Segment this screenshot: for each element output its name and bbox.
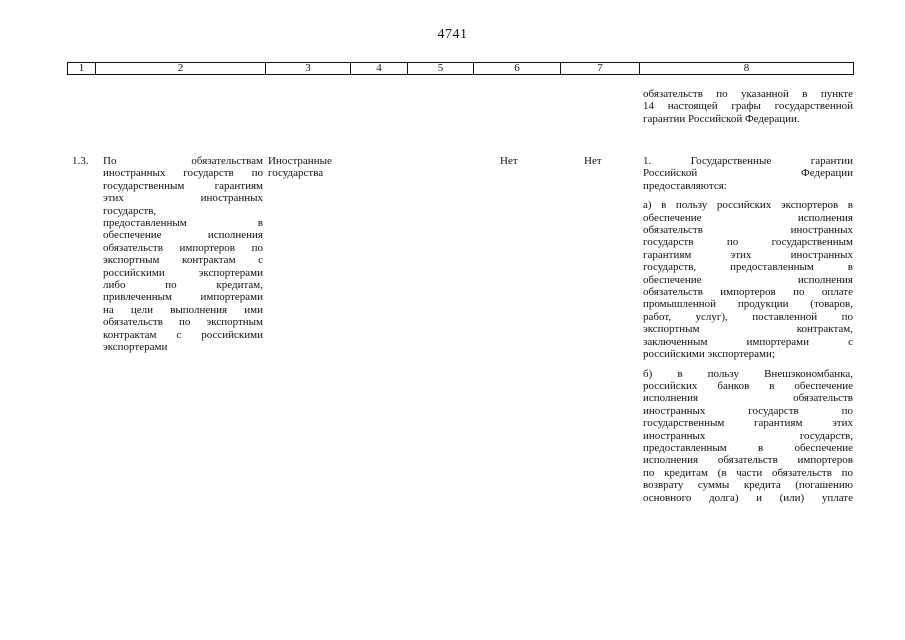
col2-text [103,155,263,354]
col8-line: российских банков в обеспечение [643,379,853,392]
col2-line: обеспечение исполнения [103,229,263,242]
col8-line: предоставляются: [643,179,727,192]
col3-line: государства [268,167,324,180]
col8-line: российскими экспортерами; [643,348,775,361]
col8-line: экспортным контрактам, [643,323,853,336]
col8-line: государств, предоставленным в [643,261,853,274]
col2-line: контрактам с российскими [103,328,263,341]
col2-line: государственным гарантиям [103,179,263,192]
continued-text [643,88,853,125]
col8-line: заключенным импортерами с [643,335,853,348]
header-col-6: 6 [474,63,561,74]
header-col-7: 7 [561,63,640,74]
header-col-3: 3 [266,63,351,74]
col8-line: гарантиям этих иностранных [643,248,853,261]
col8-line: обязательств иностранных [643,224,853,237]
table-header-row [67,62,854,75]
header-col-8: 8 [743,62,750,74]
col8-line: предоставленным в обеспечение [643,441,853,454]
col2-line: обязательств по экспортным [103,316,263,329]
col8-intro [643,155,853,192]
col8-line: государств по государственным [643,236,853,249]
col8-line: иностранных государств по [643,404,853,417]
col8-line: обеспечение исполнения [643,211,853,224]
col2-line: По обязательствам [103,155,263,167]
col8-line: а) в пользу российских экспортеров в [643,199,853,212]
col8-text [643,155,853,504]
col2-line: предоставленным в [103,217,263,230]
col8-line: промышленной продукции (товаров, [643,298,853,311]
page-number: 4741 [437,27,468,42]
header-col-1: 1 [68,63,96,74]
col8-line: 1. Государственные гарантии [643,155,853,167]
col8-line: б) в пользу Внешэкономбанка, [643,367,853,380]
col7-value: Нет [584,155,602,167]
col8-line: работ, услуг), поставленной по [643,310,853,323]
col2-line: экспортным контрактам с [103,254,263,267]
col8-line: Российской Федерации [643,167,853,180]
continued-line: обязательств по указанной в пункте [643,88,853,100]
col8-item-a [643,199,853,360]
header-col-5: 5 [408,63,474,74]
col2-line: экспортерами [103,341,168,354]
col2-line: либо по кредитам, [103,279,263,292]
col8-line: исполнения обязательств [643,392,853,405]
header-col-4: 4 [351,63,408,74]
col8-line: государственным гарантиям этих [643,417,853,430]
col8-line: основного долга) и (или) уплате [643,491,853,504]
col3-text [268,155,350,180]
col6-value: Нет [500,155,518,167]
col8-line: иностранных государств, [643,429,853,442]
col2-line: российскими экспортерами [103,266,263,279]
col2-line: иностранных государств по [103,167,263,180]
col2-line: государств, [103,204,157,217]
col2-line: на цели выполнения ими [103,303,263,316]
col2-line: обязательств импортеров по [103,241,263,254]
continued-line: гарантии Российской Федерации. [643,112,800,125]
col8-line: возврату суммы кредита (погашению [643,479,853,492]
col8-line: обязательств импортеров по оплате [643,286,853,299]
header-col-2: 2 [96,63,266,74]
col2-line: этих иностранных [103,192,263,205]
col8-line: по кредитам (в части обязательств по [643,466,853,479]
row-number: 1.3. [72,155,89,167]
col8-line: исполнения обязательств импортеров [643,454,853,467]
continued-line: 14 настоящей графы государственной [643,100,853,113]
col2-line: привлеченным импортерами [103,291,263,304]
col8-item-b [643,368,853,504]
col3-line: Иностранные [268,155,332,167]
col8-line: обеспечение исполнения [643,273,853,286]
